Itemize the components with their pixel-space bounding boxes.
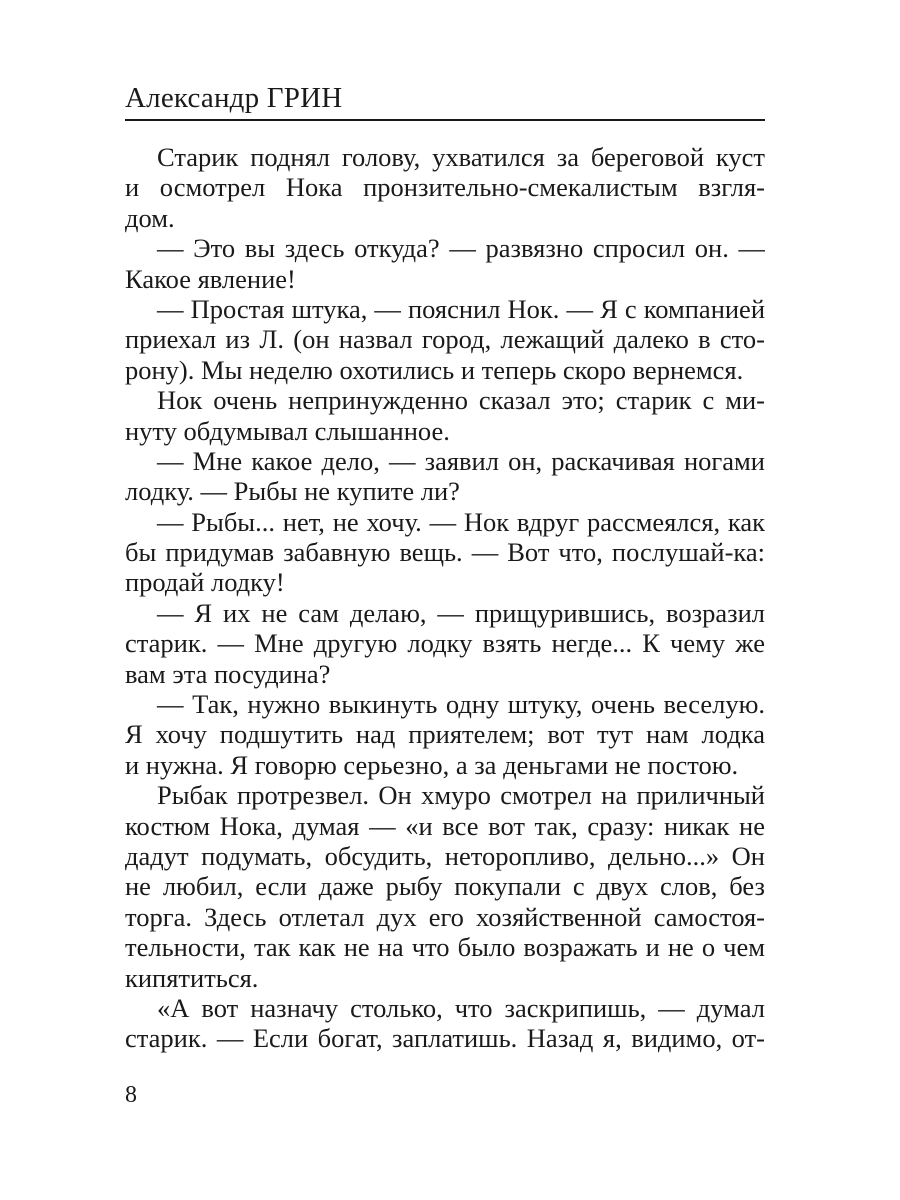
text-line: «А вот назначу столько, что заскрипишь, — думал: [157, 992, 765, 1023]
text-line: бы придумав забавную вещь. — Вот что, послушай-ка:: [125, 537, 765, 568]
text-line: рону). Мы неделю охотились и теперь скоро вернемся.: [125, 354, 744, 385]
text-line: старик. — Если богат, заплатишь. Назад я, видимо, от-: [125, 1023, 765, 1054]
text-line: лодку. — Рыбы не купите ли?: [125, 476, 460, 507]
text-line: Нок очень непринужденно сказал это; старик с ми-: [157, 385, 765, 416]
text-line: костюм Нока, думая — «и все вот так, сразу: никак не: [125, 810, 765, 841]
text-line: кипятиться.: [125, 962, 259, 993]
body-text: [125, 142, 765, 1054]
text-line: — Так, нужно выкинуть одну штуку, очень веселую.: [157, 689, 765, 720]
text-line: нуту обдумывал слышанное.: [125, 415, 450, 446]
text-line: Какое явление!: [125, 263, 296, 294]
text-line: и осмотрел Нока пронзительно-смекалистым взгля-: [125, 172, 765, 203]
text-line: Рыбак протрезвел. Он хмуро смотрел на приличный: [157, 780, 765, 811]
text-line: не любил, если даже рыбу покупали с двух слов, без: [125, 871, 765, 902]
text-line: приехал из Л. (он назвал город, лежащий далеко в сто-: [125, 324, 765, 355]
text-line: дадут подумать, обсудить, неторопливо, дельно...» Он: [125, 840, 765, 871]
text-line: тельности, так как не на что было возражать и не о чем: [125, 932, 765, 963]
text-line: торга. Здесь отлетал дух его хозяйственной самостоя-: [125, 901, 765, 932]
text-line: и нужна. Я говорю серьезно, а за деньгами не постою.: [125, 749, 739, 780]
text-line: — Это вы здесь откуда? — развязно спросил он. —: [157, 233, 765, 264]
text-line: вам эта посудина?: [125, 658, 331, 689]
running-title: Александр ГРИН: [125, 82, 343, 114]
text-line: старик. — Мне другую лодку взять негде... К чему же: [125, 628, 765, 659]
header-rule: [125, 119, 765, 121]
text-line: — Я их не сам делаю, — прищурившись, возразил: [157, 597, 765, 628]
page-number: 8: [125, 1082, 137, 1108]
text-line: продай лодку!: [125, 567, 285, 598]
text-line: Я хочу подшутить над приятелем; вот тут нам лодка: [125, 719, 765, 750]
text-line: — Рыбы... нет, не хочу. — Нок вдруг рассмеялся, как: [157, 506, 765, 537]
text-line: Старик поднял голову, ухватился за береговой куст: [157, 142, 765, 172]
text-line: дом.: [125, 202, 175, 233]
text-line: — Простая штука, — пояснил Нок. — Я с компанией: [157, 293, 765, 324]
text-line: — Мне какое дело, — заявил он, раскачивая ногами: [157, 445, 765, 476]
